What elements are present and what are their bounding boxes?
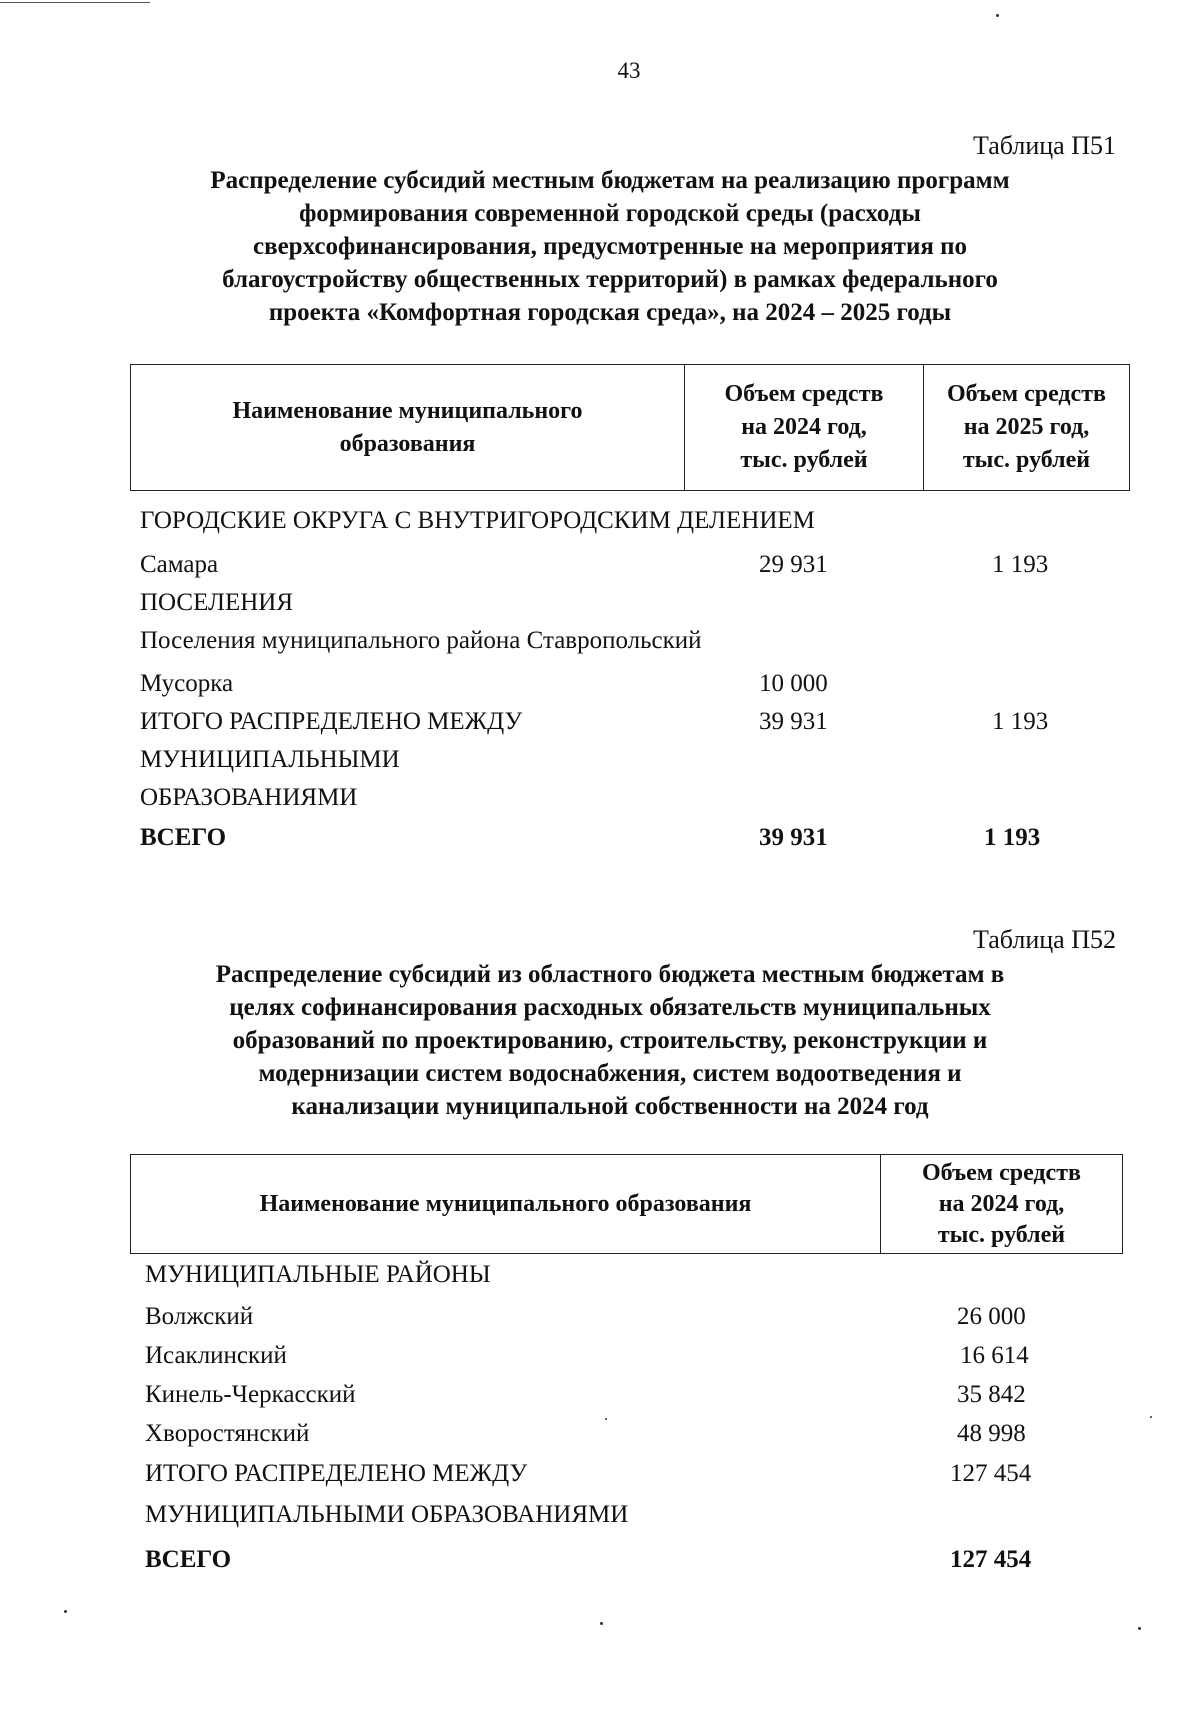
table1-row-section: ПОСЕЛЕНИЯ xyxy=(140,589,294,616)
table1-row-total-line: ОБРАЗОВАНИЯМИ xyxy=(140,784,358,811)
table2-row-total-line: ИТОГО РАСПРЕДЕЛЕНО МЕЖДУ xyxy=(145,1460,528,1487)
header-line: тыс. рублей xyxy=(740,447,868,473)
table2-title xyxy=(150,958,1070,1123)
table2-title-line: Распределение субсидий из областного бюджета местным бюджетам в xyxy=(215,961,1005,988)
table1-label: Таблица П51 xyxy=(973,131,1116,160)
table2-row-name: Исаклинский xyxy=(145,1342,287,1369)
table1-header xyxy=(130,364,1130,491)
table2-header-2024 xyxy=(881,1155,1123,1254)
table1-row-grand-total: ВСЕГО xyxy=(140,824,227,851)
scan-speck xyxy=(996,14,999,17)
table2-row-name: Волжский xyxy=(145,1303,254,1330)
table1-row-section: ГОРОДСКИЕ ОКРУГА С ВНУТРИГОРОДСКИМ ДЕЛЕНИЕМ xyxy=(140,507,815,534)
table1-title-line: благоустройству общественных территорий) в рамках федерального xyxy=(222,266,998,293)
table1-row-name: Самара xyxy=(140,551,219,578)
table1-row-v2024: 10 000 xyxy=(759,670,828,697)
scan-speck xyxy=(64,1610,67,1613)
table1-row-v2025: 1 193 xyxy=(984,824,1041,851)
table1-header-name xyxy=(131,365,685,491)
header-line: образования xyxy=(339,430,476,457)
table1-row-v2025: 1 193 xyxy=(992,551,1049,578)
scan-speck xyxy=(1150,1416,1152,1418)
table1-row-v2025: 1 193 xyxy=(992,708,1049,735)
scan-speck xyxy=(605,1418,607,1420)
table2-row-grand-total: ВСЕГО xyxy=(145,1546,232,1573)
table2-header xyxy=(130,1154,1123,1254)
scan-edge-line xyxy=(0,2,150,3)
table2-row-v2024: 35 842 xyxy=(957,1381,1026,1408)
header-line: Объем средств xyxy=(922,1159,1081,1186)
scan-speck xyxy=(600,1622,603,1625)
table2-row-name: Кинель-Черкасский xyxy=(145,1381,356,1408)
table2-title-line: модернизации систем водоснабжения, систем водоотведения и xyxy=(258,1060,962,1087)
table1-row-v2024: 39 931 xyxy=(759,824,828,851)
table1-title xyxy=(150,164,1070,329)
table2-row-v2024: 16 614 xyxy=(960,1342,1029,1369)
table2-title-line: канализации муниципальной собственности на 2024 год xyxy=(291,1093,929,1120)
page-number: 43 xyxy=(617,58,641,83)
table2-label: Таблица П52 xyxy=(973,925,1116,954)
table1-row-v2024: 39 931 xyxy=(759,708,828,735)
table1-title-line: сверхсофинансирования, предусмотренные на мероприятия по xyxy=(252,233,968,260)
table2-header-name: Наименование муниципального образования xyxy=(131,1155,881,1254)
table2-row-v2024: 48 998 xyxy=(957,1420,1026,1447)
table1-row-total-line: ИТОГО РАСПРЕДЕЛЕНО МЕЖДУ xyxy=(140,708,523,735)
table1-title-line: Распределение субсидий местным бюджетам на реализацию программ xyxy=(210,167,1010,194)
table2-title-line: образований по проектированию, строительству, реконструкции и xyxy=(232,1027,988,1054)
table2-row-v2024: 26 000 xyxy=(957,1303,1026,1330)
table2-title-line: целях софинансирования расходных обязательств муниципальных xyxy=(229,994,991,1021)
table1-header-2024 xyxy=(685,365,924,491)
table2-row-v2024: 127 454 xyxy=(950,1460,1032,1487)
header-line: на 2024 год, xyxy=(938,1190,1065,1217)
header-line: на 2024 год, xyxy=(741,414,867,440)
table2-row-v2024: 127 454 xyxy=(950,1546,1032,1573)
table1-row-subsection: Поселения муниципального района Ставропольский xyxy=(140,627,702,654)
header-line: тыс. рублей xyxy=(937,1221,1066,1248)
header-line: Наименование муниципального xyxy=(232,397,583,424)
header-line: Объем средств xyxy=(947,381,1106,407)
table1-row-v2024: 29 931 xyxy=(759,551,828,578)
header-line: тыс. рублей xyxy=(962,447,1091,473)
table1-header-2025 xyxy=(924,365,1130,491)
header-line: на 2025 год, xyxy=(963,414,1090,440)
table1-title-line: проекта «Комфортная городская среда», на 2024 – 2025 годы xyxy=(268,299,952,326)
table2-row-section: МУНИЦИПАЛЬНЫЕ РАЙОНЫ xyxy=(145,1261,491,1288)
table1-title-line: формирования современной городской среды (расходы xyxy=(299,200,921,227)
table1-row-name: Мусорка xyxy=(140,670,234,697)
header-line: Объем средств xyxy=(724,381,884,407)
table1-row-total-line: МУНИЦИПАЛЬНЫМИ xyxy=(140,746,400,773)
table2-row-name: Хворостянский xyxy=(145,1420,310,1447)
table2-row-total-line: МУНИЦИПАЛЬНЫМИ ОБРАЗОВАНИЯМИ xyxy=(145,1501,629,1528)
scan-speck xyxy=(1138,1627,1141,1630)
